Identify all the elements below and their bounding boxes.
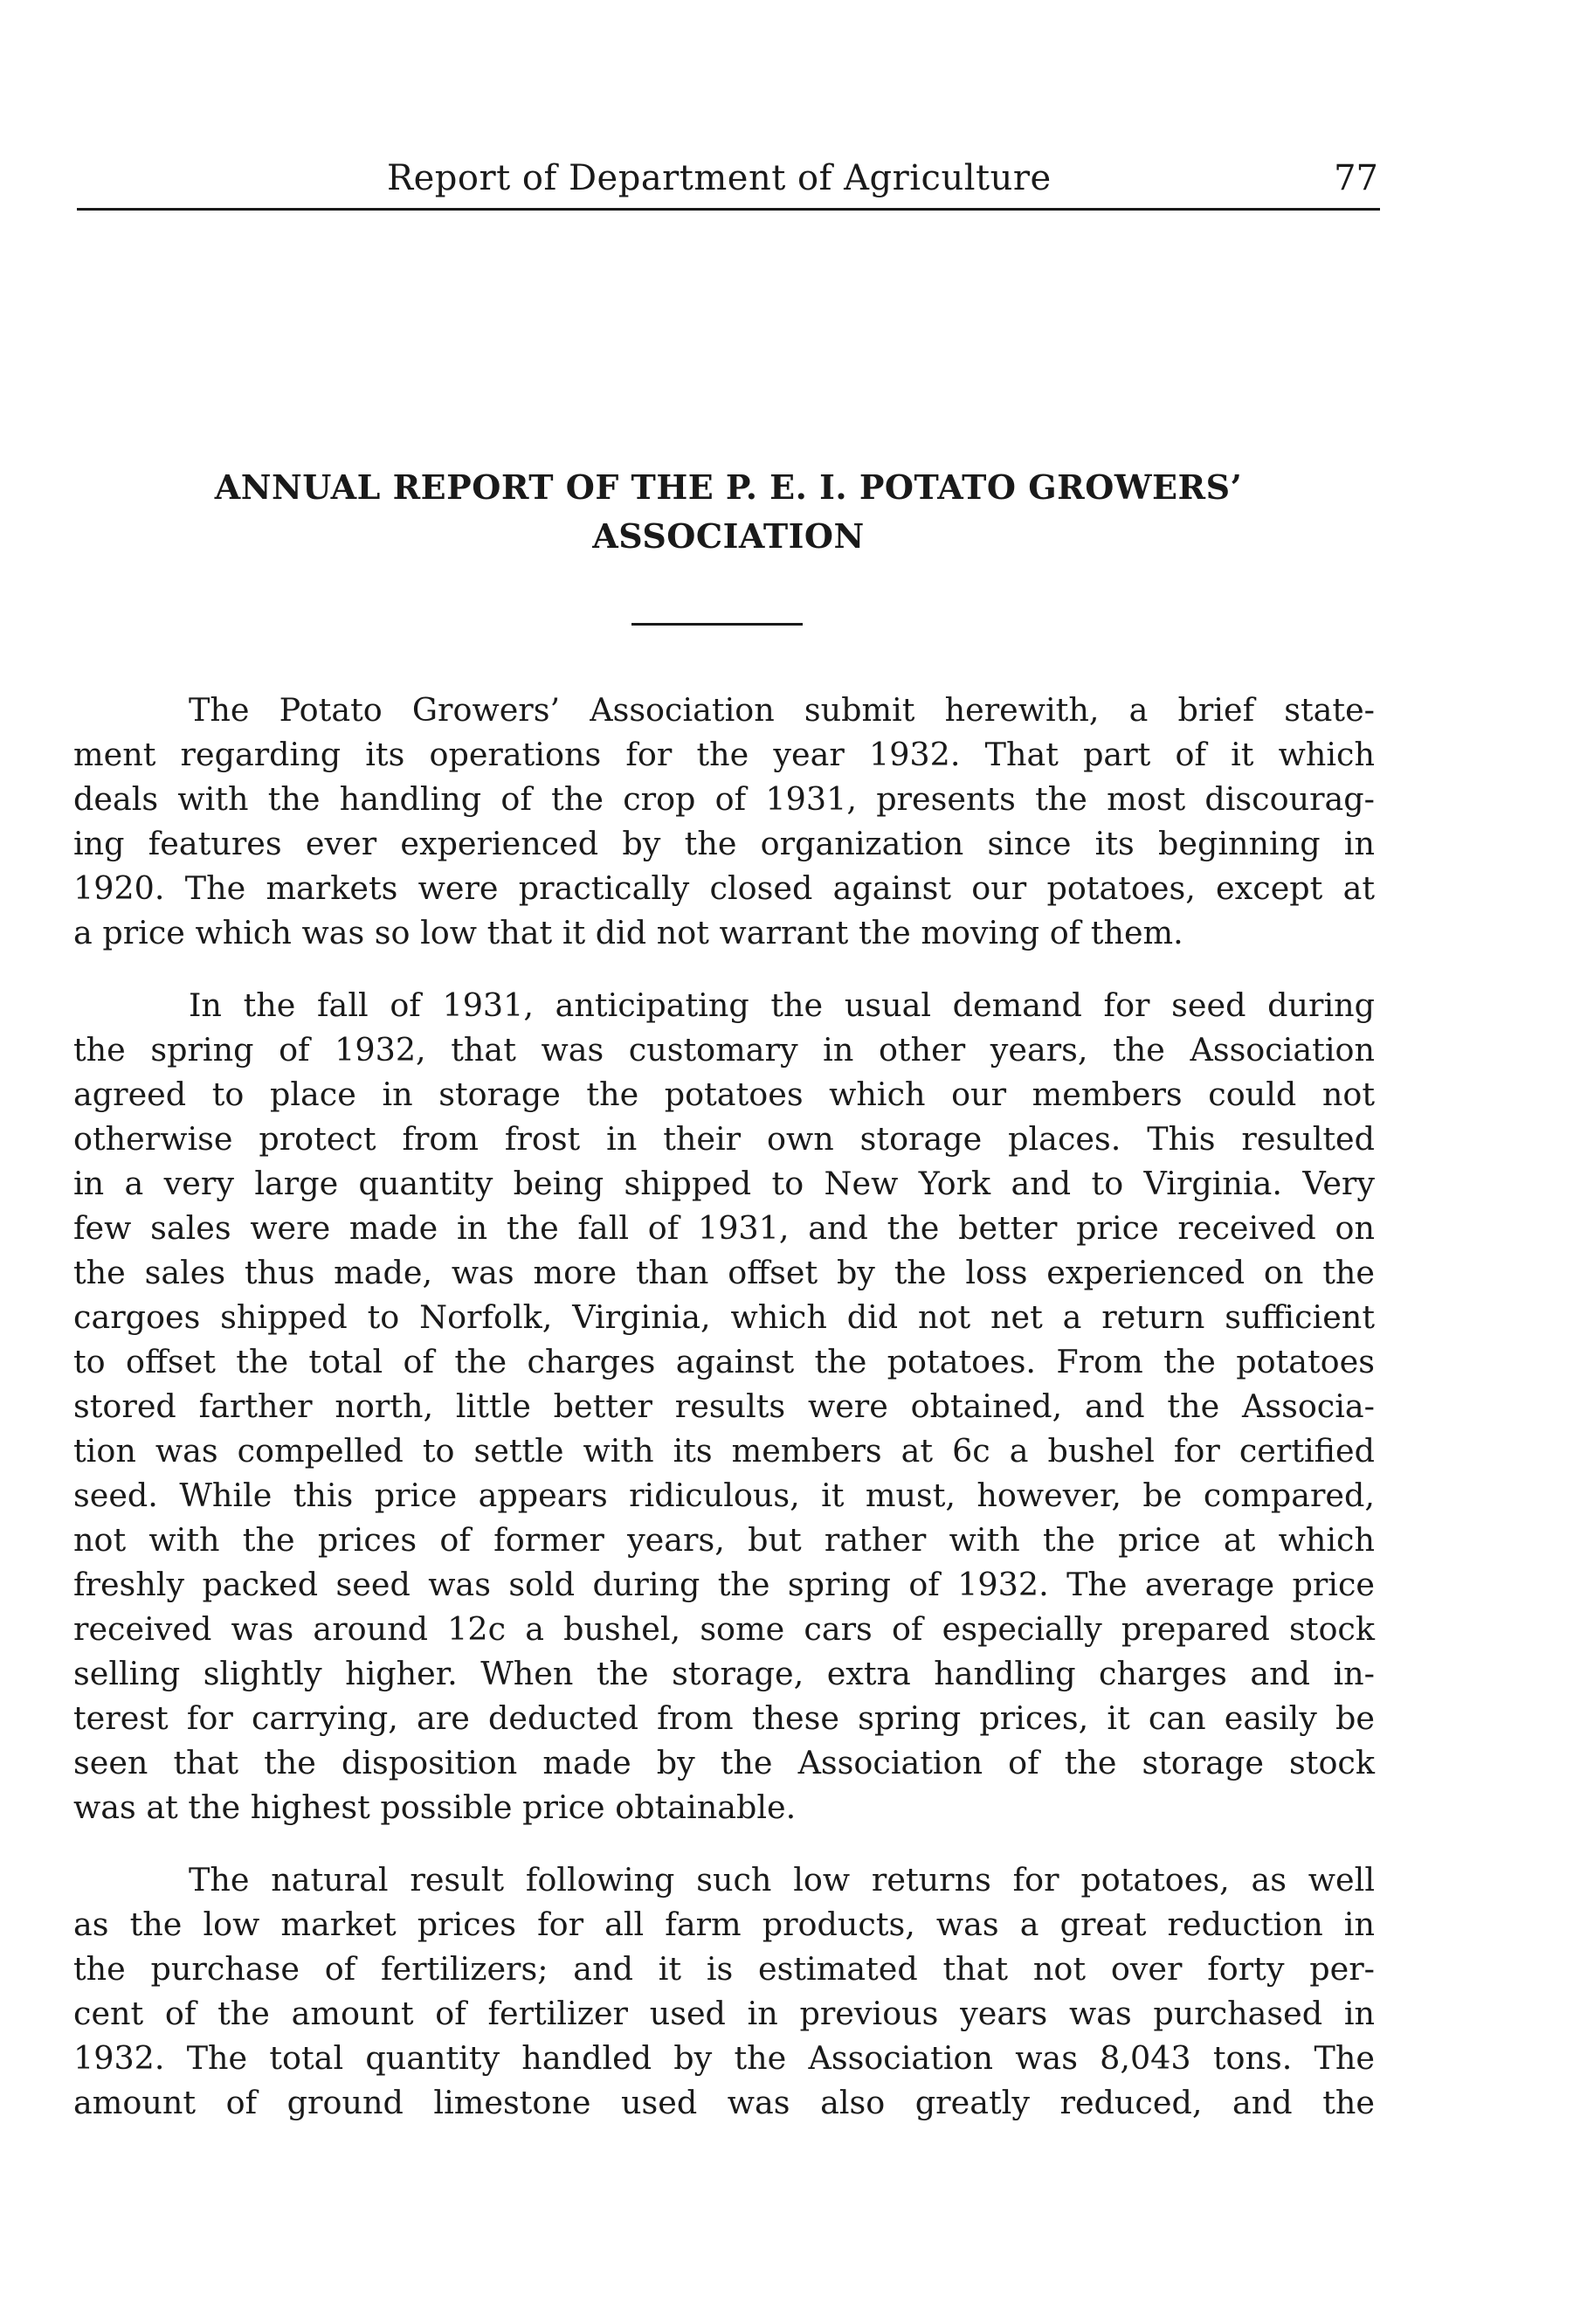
text-line: the spring of 1932, that was customary in other years, the Association xyxy=(73,1031,1375,1069)
text-line: tion was compelled to settle with its members at 6c a bushel for certified xyxy=(73,1432,1375,1470)
text-line: as the low market prices for all farm products, was a great reduction in xyxy=(73,1906,1375,1943)
text-line: amount of ground limestone used was also greatly reduced, and the xyxy=(73,2084,1375,2121)
text-line: otherwise protect from frost in their own storage places. This resulted xyxy=(73,1120,1375,1158)
heading-divider-rule xyxy=(631,623,803,626)
text-line: not with the prices of former years, but rather with the price at which xyxy=(73,1521,1375,1559)
text-line: freshly packed seed was sold during the spring of 1932. The average price xyxy=(73,1566,1375,1603)
text-line: selling slightly higher. When the storage, extra handling charges and in- xyxy=(73,1655,1375,1692)
text-line: few sales were made in the fall of 1931, and the better price received on xyxy=(73,1209,1375,1247)
text-line: The Potato Growers’ Association submit herewith, a brief state- xyxy=(189,691,1375,729)
text-line: ment regarding its operations for the year 1932. That part of it which xyxy=(73,736,1375,773)
text-line: cent of the amount of fertilizer used in previous years was purchased in xyxy=(73,1995,1375,2032)
text-line: the purchase of fertilizers; and it is estimated that not over forty per- xyxy=(73,1950,1375,1988)
text-line: to offset the total of the charges against the potatoes. From the potatoes xyxy=(73,1343,1375,1380)
text-line: a price which was so low that it did not warrant the moving of them. xyxy=(73,914,1183,951)
text-line: The natural result following such low returns for potatoes, as well xyxy=(189,1861,1375,1899)
text-line: the sales thus made, was more than offset by the loss experienced on the xyxy=(73,1254,1375,1291)
page-number: 77 xyxy=(1334,158,1378,198)
paragraph xyxy=(73,1857,1375,2125)
text-line: was at the highest possible price obtainable. xyxy=(73,1788,797,1826)
paragraph xyxy=(73,688,1375,955)
text-line: in a very large quantity being shipped to New York and to Virginia. Very xyxy=(73,1165,1375,1202)
text-line: cargoes shipped to Norfolk, Virginia, which did not net a return sufficient xyxy=(73,1298,1375,1336)
text-line: stored farther north, little better results were obtained, and the Associa- xyxy=(73,1387,1375,1425)
text-line: seen that the disposition made by the Association of the storage stock xyxy=(73,1744,1375,1781)
heading-line: ANNUAL REPORT OF THE P. E. I. POTATO GROWERS’ xyxy=(214,467,1243,507)
running-title: Report of Department of Agriculture xyxy=(387,158,1052,198)
paragraph xyxy=(73,983,1375,1829)
text-line: seed. While this price appears ridiculous, it must, however, be compared, xyxy=(73,1477,1375,1514)
heading-line: ASSOCIATION xyxy=(592,516,865,556)
running-header xyxy=(77,156,1380,211)
text-line: 1932. The total quantity handled by the Association was 8,043 tons. The xyxy=(73,2039,1375,2077)
text-line: deals with the handling of the crop of 1931, presents the most discourag- xyxy=(73,780,1375,818)
text-line: received was around 12c a bushel, some cars of especially prepared stock xyxy=(73,1610,1375,1648)
text-line: ing features ever experienced by the organization since its beginning in xyxy=(73,825,1375,862)
text-line: 1920. The markets were practically closed against our potatoes, except at xyxy=(73,869,1375,907)
text-line: In the fall of 1931, anticipating the usual demand for seed during xyxy=(189,986,1375,1024)
text-line: terest for carrying, are deducted from these spring prices, it can easily be xyxy=(73,1699,1375,1737)
report-heading xyxy=(77,463,1380,561)
text-line: agreed to place in storage the potatoes which our members could not xyxy=(73,1076,1375,1113)
body-text xyxy=(73,688,1375,2153)
